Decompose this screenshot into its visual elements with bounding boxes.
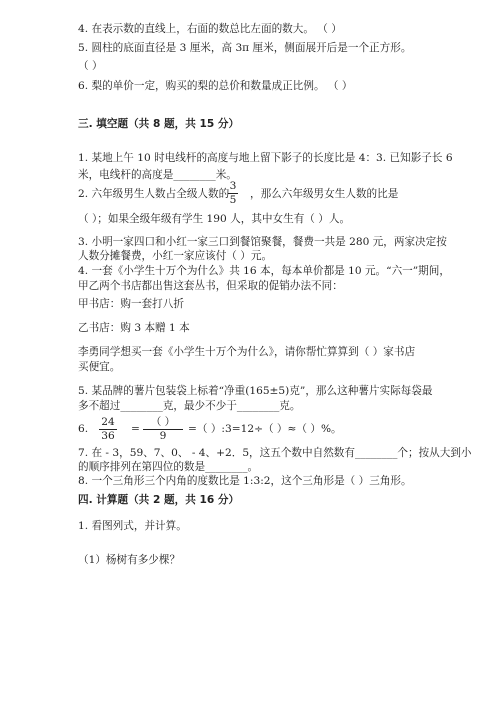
calc-q1: 1. 看图列式，并计算。 bbox=[78, 520, 187, 532]
fill-q3-line2: 人数分摊餐费，小红一家应该付（ ）元。 bbox=[78, 250, 273, 262]
fraction-blank-9 bbox=[140, 416, 186, 443]
fill-q4-line1: 4. 一套《小学生十万个为什么》共 16 本，每本单价都是 10 元。“六一”期间， bbox=[78, 265, 450, 277]
fill-q4-line5: 李勇同学想买一套《小学生十万个为什么》，请你帮忙算算到（ ）家书店 bbox=[78, 346, 416, 358]
fill-q4-line6: 买便宜。 bbox=[78, 361, 121, 373]
fraction-denominator: 9 bbox=[159, 430, 167, 442]
fraction-24-36 bbox=[97, 416, 119, 443]
fill-q1-line2: 米，电线杆的高度是________米。 bbox=[78, 169, 237, 181]
fraction-numerator: 3 bbox=[229, 180, 237, 192]
calc-sub1: （1）杨树有多少棵？ bbox=[78, 554, 181, 566]
fraction-three-fifths bbox=[226, 180, 240, 207]
judge-q4: 4. 在表示数的直线上，右面的数总比左面的数大。 （ ） bbox=[78, 23, 342, 35]
fill-q2-line2: （ ）；如果全级年级有学生 190 人，其中女生有（ ）人。 bbox=[78, 213, 351, 225]
section-heading-calc: 四. 计算题（共 2 题，共 16 分） bbox=[78, 494, 240, 506]
fill-q3-line1: 3. 小明一家四口和小红一家三口到餐馆聚餐，餐费一共是 280 元，两家决定按 bbox=[78, 236, 447, 248]
fraction-denominator: 5 bbox=[229, 194, 237, 206]
fill-q2-line1a: 2. 六年级男生人数占全级人数的 bbox=[78, 188, 230, 200]
fraction-denominator: 36 bbox=[101, 430, 115, 442]
fill-q5-line2: 多不超过________克，最少不少于________克。 bbox=[78, 400, 301, 412]
judge-q6: 6. 梨的单价一定，购买的梨的总价和数量成正比例。 （ ） bbox=[78, 80, 353, 92]
fraction-numerator: 24 bbox=[101, 416, 115, 428]
fill-q5-line1: 5. 某品牌的薯片包装袋上标着“净重(165±5)克”，那么这种薯片实际每袋最 bbox=[78, 385, 433, 397]
section-heading-fill: 三. 填空题（共 8 题，共 15 分） bbox=[78, 118, 240, 130]
judge-q5-line2: （ ） bbox=[78, 60, 103, 72]
fill-q2-line1b: ，那么六年级男女生人数的比是 bbox=[250, 188, 399, 200]
fill-q7-line2: 的顺序排列在第四位的数是________。 bbox=[78, 461, 259, 473]
fill-q6-label: 6. bbox=[78, 423, 89, 435]
fill-q8: 8. 一个三角形三个内角的度数比是 1:3:2，这个三角形是（ ）三角形。 bbox=[78, 475, 412, 487]
fill-q4-line2: 甲乙两个书店都出售这套丛书，但采取的促销办法不同： bbox=[78, 280, 343, 292]
fill-q6-equals: = bbox=[131, 423, 140, 435]
judge-q5-line1: 5. 圆柱的底面直径是 3 厘米，高 3π 厘米，侧面展开后是一个正方形。 bbox=[78, 42, 412, 54]
fill-q4-store-b: 乙书店：购 3 本赠 1 本 bbox=[78, 322, 190, 334]
fill-q1-line1: 1. 某地上午 10 时电线杆的高度与地上留下影子的长度比是 4：3. 已知影子长 6 bbox=[78, 152, 453, 164]
fill-q4-store-a: 甲书店：购一套打八折 bbox=[78, 298, 184, 310]
fill-q6-rest: =（ ）:3=12÷（ ）≈（ ）%。 bbox=[188, 423, 342, 435]
fraction-numerator: （ ） bbox=[150, 416, 176, 428]
fill-q7-line1: 7. 在 - 3，59、7、0、 - 4、+2．5，这五个数中自然数有________个；按从大到小 bbox=[78, 447, 472, 459]
